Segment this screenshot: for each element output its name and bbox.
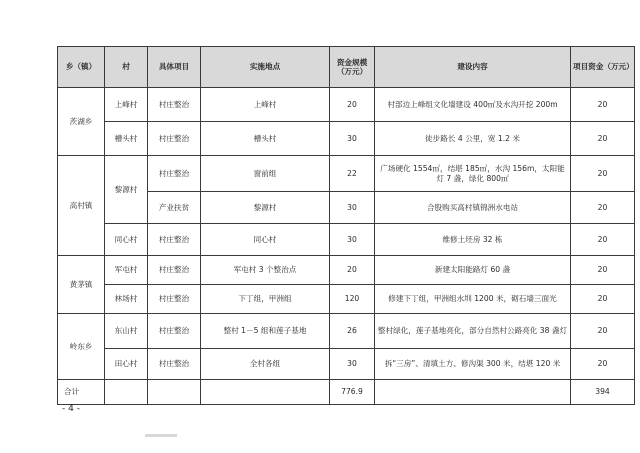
cell-town: 岭东乡 bbox=[58, 314, 105, 380]
cell-funds: 20 bbox=[571, 224, 635, 256]
cell-content: 整村绿化，莲子基地亮化，部分自然村公路亮化 38 盏灯 bbox=[375, 314, 571, 349]
cell-location: 整村 1－5 组和莲子基地 bbox=[201, 314, 330, 349]
cell-scale: 22 bbox=[330, 156, 375, 192]
cell-town: 茨湖乡 bbox=[58, 88, 105, 156]
cell-funds: 20 bbox=[571, 192, 635, 224]
header-project: 具体项目 bbox=[148, 47, 201, 88]
cell-village: 军屯村 bbox=[105, 256, 148, 285]
cell-funds: 20 bbox=[571, 285, 635, 314]
cell-content: 徒步路长 4 公里，宽 1.2 米 bbox=[375, 122, 571, 156]
table-header-row bbox=[58, 47, 635, 88]
cell-village: 上峰村 bbox=[105, 88, 148, 122]
cell-scale: 20 bbox=[330, 88, 375, 122]
cell-scale: 26 bbox=[330, 314, 375, 349]
header-location: 实施地点 bbox=[201, 47, 330, 88]
cell-village: 田心村 bbox=[105, 349, 148, 380]
cell-location: 上峰村 bbox=[201, 88, 330, 122]
cell-scale: 120 bbox=[330, 285, 375, 314]
cell-village: 黎源村 bbox=[105, 156, 148, 224]
cell-scale: 30 bbox=[330, 122, 375, 156]
cell-project: 村庄整治 bbox=[148, 285, 201, 314]
cell-town: 高村镇 bbox=[58, 156, 105, 256]
cell-location: 全村各组 bbox=[201, 349, 330, 380]
cell-project: 产业扶贫 bbox=[148, 192, 201, 224]
cell-location: 同心村 bbox=[201, 224, 330, 256]
cell-empty bbox=[201, 380, 330, 405]
table-row bbox=[58, 349, 635, 380]
cell-project: 村庄整治 bbox=[148, 224, 201, 256]
cell-funds: 20 bbox=[571, 156, 635, 192]
cell-project: 村庄整治 bbox=[148, 314, 201, 349]
cell-location: 黎源村 bbox=[201, 192, 330, 224]
header-funds: 项目资金（万元） bbox=[571, 47, 635, 88]
cell-location: 窗前组 bbox=[201, 156, 330, 192]
table-row bbox=[58, 314, 635, 349]
cell-project: 村庄整治 bbox=[148, 256, 201, 285]
cell-funds: 20 bbox=[571, 349, 635, 380]
total-funds: 394 bbox=[571, 380, 635, 405]
cell-location: 槽头村 bbox=[201, 122, 330, 156]
header-scale: 资金规模（万元） bbox=[330, 47, 375, 88]
table-row bbox=[58, 256, 635, 285]
cell-content: 修建下丁组，甲洲组水圳 1200 米，砌石墙三面光 bbox=[375, 285, 571, 314]
header-town: 乡（镇） bbox=[58, 47, 105, 88]
header-village: 村 bbox=[105, 47, 148, 88]
cell-village: 槽头村 bbox=[105, 122, 148, 156]
cell-scale: 30 bbox=[330, 192, 375, 224]
header-content: 建设内容 bbox=[375, 47, 571, 88]
total-scale: 776.9 bbox=[330, 380, 375, 405]
table-row bbox=[58, 285, 635, 314]
cell-project: 村庄整治 bbox=[148, 122, 201, 156]
total-label: 合计 bbox=[58, 380, 105, 405]
cell-content: 广场硬化 1554㎡，结堪 185㎡，水沟 156m，太阳能灯 7 盏，绿化 800㎡ bbox=[375, 156, 571, 192]
cell-funds: 20 bbox=[571, 88, 635, 122]
cell-scale: 20 bbox=[330, 256, 375, 285]
table-row bbox=[58, 88, 635, 122]
cell-project: 村庄整治 bbox=[148, 88, 201, 122]
cell-content: 合股购买高村镇锦洲水电站 bbox=[375, 192, 571, 224]
cell-funds: 20 bbox=[571, 122, 635, 156]
cell-town: 黄茅镇 bbox=[58, 256, 105, 314]
table-row bbox=[58, 156, 635, 192]
cell-location: 军屯村 3 个整治点 bbox=[201, 256, 330, 285]
cell-village: 同心村 bbox=[105, 224, 148, 256]
cell-location: 下丁组，甲洲组 bbox=[201, 285, 330, 314]
cell-village: 东山村 bbox=[105, 314, 148, 349]
cell-funds: 20 bbox=[571, 314, 635, 349]
cell-content: 维修土坯房 32 栋 bbox=[375, 224, 571, 256]
cell-empty bbox=[105, 380, 148, 405]
cell-funds: 20 bbox=[571, 256, 635, 285]
total-row bbox=[58, 380, 635, 405]
cell-content: 村部边上峰组文化墙建设 400㎡及水沟开挖 200m bbox=[375, 88, 571, 122]
cell-project: 村庄整治 bbox=[148, 349, 201, 380]
cell-scale: 30 bbox=[330, 349, 375, 380]
page-number: - 4 - bbox=[62, 404, 80, 414]
table-row bbox=[58, 224, 635, 256]
table-row bbox=[58, 122, 635, 156]
cell-empty bbox=[375, 380, 571, 405]
cell-scale: 30 bbox=[330, 224, 375, 256]
cell-village: 林场村 bbox=[105, 285, 148, 314]
cell-empty bbox=[148, 380, 201, 405]
cell-content: 新建太阳能路灯 60 盏 bbox=[375, 256, 571, 285]
project-funding-table bbox=[57, 46, 635, 405]
scan-mark bbox=[145, 434, 177, 437]
cell-project: 村庄整治 bbox=[148, 156, 201, 192]
cell-content: 拆“三房”、清填土方、修沟渠 300 米，结堪 120 米 bbox=[375, 349, 571, 380]
